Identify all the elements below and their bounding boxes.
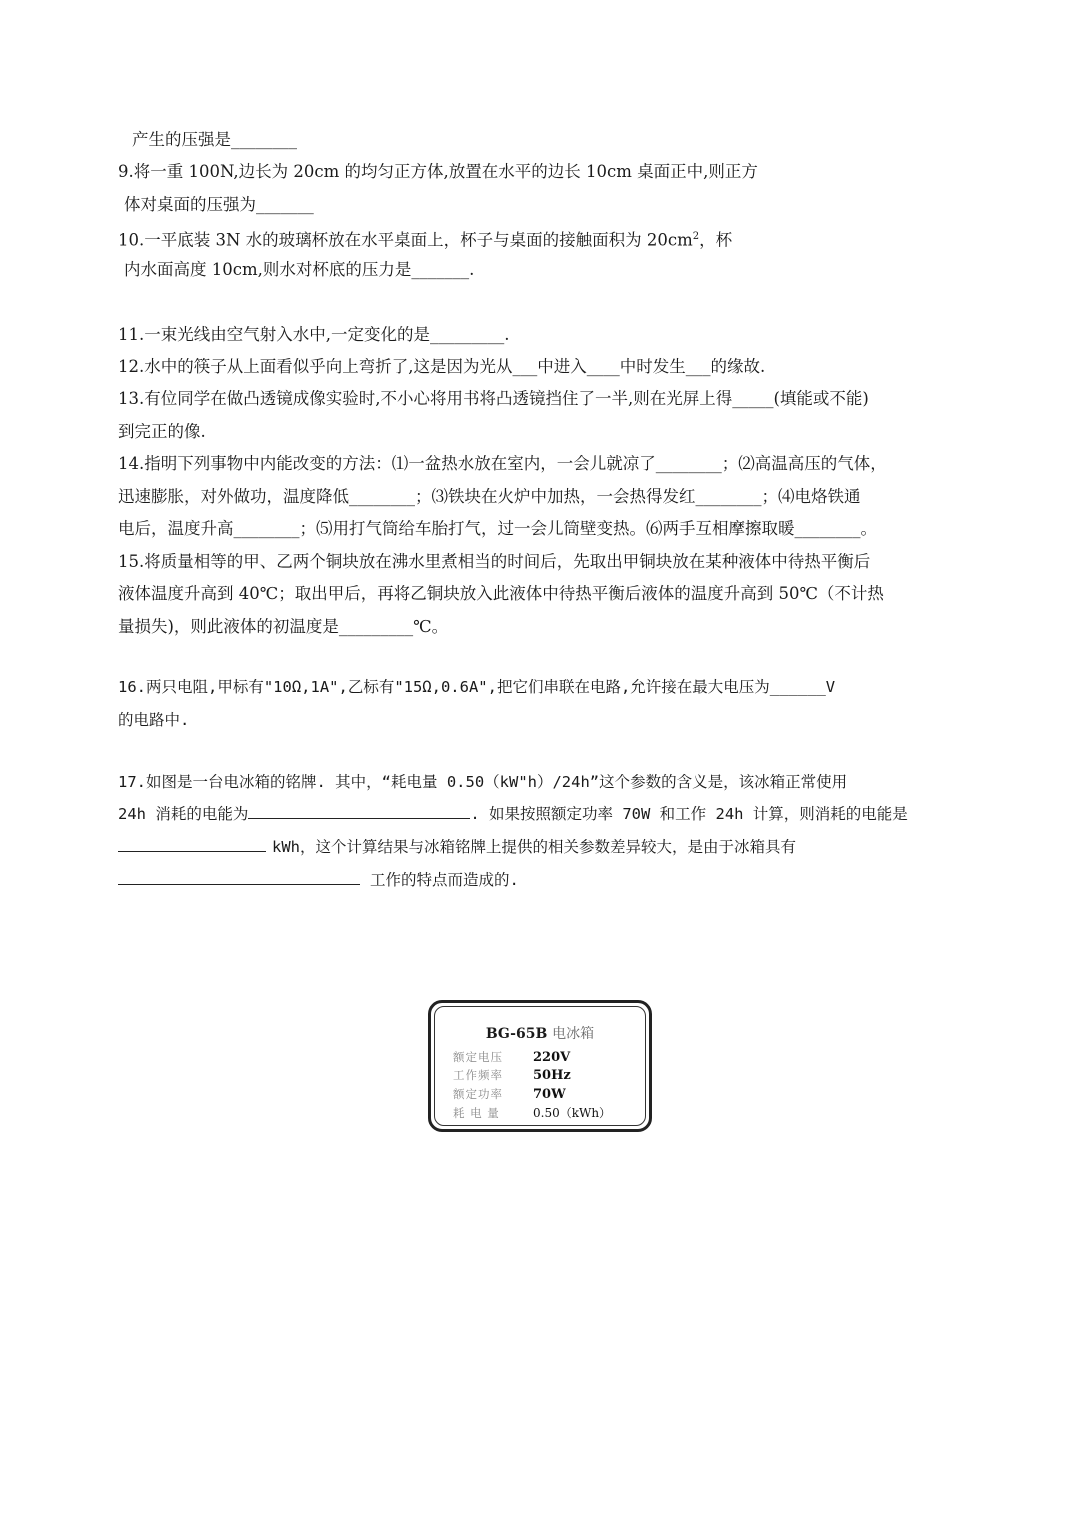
question-17-line2 xyxy=(118,803,908,825)
nameplate-label: 额定电压 xyxy=(453,1050,503,1064)
nameplate-row-frequency xyxy=(453,1067,571,1083)
question-17-line4 xyxy=(118,869,519,891)
nameplate-model: BG-65B xyxy=(485,1026,548,1042)
nameplate-value: 50Hz xyxy=(533,1068,571,1083)
question-15-line2: 液体温度升高到 40℃；取出甲后，再将乙铜块放入此液体中待热平衡后液体的温度升高到 50℃（不计热 xyxy=(118,584,884,603)
nameplate-value: 70W xyxy=(533,1087,566,1102)
question-12: 12.水中的筷子从上面看似乎向上弯折了,这是因为光从___中进入____中时发生___的缘故. xyxy=(118,357,766,376)
answer-blank xyxy=(118,870,360,885)
question-14-line3: 电后，温度升高________；⑸用打气筒给车胎打气，过一会儿筒壁变热。⑹两手互相摩擦取暖________。 xyxy=(118,519,877,538)
question-9-line1: 9.将一重 100N,边长为 20cm 的均匀正方体,放置在水平的边长 10cm 桌面正中,则正方 xyxy=(118,162,758,181)
question-14-line1: 14.指明下列事物中内能改变的方法：⑴一盆热水放在室内，一会儿就凉了________；⑵高温高压的气体， xyxy=(118,454,887,473)
nameplate-value: 0.50（kWh） xyxy=(533,1106,612,1120)
nameplate-product: 电冰箱 xyxy=(552,1026,595,1042)
line-pressure-tail: 产生的压强是________ xyxy=(132,130,297,149)
nameplate-row-power xyxy=(453,1086,566,1102)
question-17-text-kwh: kWh，这个计算结果与冰箱铭牌上提供的相关参数差异较大，是由于冰箱具有 xyxy=(272,838,796,856)
question-17-line3 xyxy=(118,836,796,858)
question-13-line2: 到完正的像. xyxy=(118,422,206,441)
question-17-line1: 17.如图是一台电冰箱的铭牌. 其中，“耗电量 0.50（kW"h）/24h”这个参数的含义是，该冰箱正常使用 xyxy=(118,773,848,791)
answer-blank xyxy=(248,804,470,819)
question-17-text-end: 工作的特点而造成的. xyxy=(370,871,519,889)
question-9-line2: 体对桌面的压强为_______ xyxy=(124,195,314,214)
nameplate-inner-border xyxy=(434,1006,646,1126)
question-11: 11.一束光线由空气射入水中,一定变化的是_________. xyxy=(118,325,510,344)
fridge-nameplate xyxy=(428,1000,652,1132)
question-10-text-end: ，杯 xyxy=(699,230,733,250)
question-16-line1: 16.两只电阻,甲标有"10Ω,1A",乙标有"15Ω,0.6A",把它们串联在电路,允许接在最大电压为______V xyxy=(118,678,836,696)
question-17-text-cont: . 如果按照额定功率 70W 和工作 24h 计算，则消耗的电能是 xyxy=(470,805,908,823)
nameplate-value: 220V xyxy=(533,1050,571,1065)
question-14-line2: 迅速膨胀，对外做功，温度降低________；⑶铁块在火炉中加热，一会热得发红________；⑷电烙铁通 xyxy=(118,487,861,506)
nameplate-label: 耗 电 量 xyxy=(453,1106,500,1120)
nameplate-title xyxy=(435,1023,645,1043)
superscript-2: 2 xyxy=(692,231,700,242)
question-16-line2: 的电路中. xyxy=(118,711,190,729)
question-17-text: 24h 消耗的电能为 xyxy=(118,805,249,823)
question-13-line1: 13.有位同学在做凸透镜成像实验时,不小心将用书将凸透镜挡住了一半,则在光屏上得_____(填能或不能) xyxy=(118,389,869,408)
question-10-text: 10.一平底装 3N 水的玻璃杯放在水平桌面上，杯子与桌面的接触面积为 20cm xyxy=(118,230,693,250)
nameplate-label: 额定功率 xyxy=(453,1087,503,1101)
question-10-line2: 内水面高度 10cm,则水对杯底的压力是_______. xyxy=(124,260,475,279)
answer-blank xyxy=(118,837,266,852)
question-15-line3: 量损失)，则此液体的初温度是_________℃。 xyxy=(118,617,449,636)
question-10-line1 xyxy=(118,226,732,252)
nameplate-label: 工作频率 xyxy=(453,1068,503,1082)
nameplate-row-voltage xyxy=(453,1049,570,1065)
nameplate-row-consumption xyxy=(453,1104,611,1121)
question-15-line1: 15.将质量相等的甲、乙两个铜块放在沸水里煮相当的时间后，先取出甲铜块放在某种液体中待热平衡后 xyxy=(118,552,871,571)
